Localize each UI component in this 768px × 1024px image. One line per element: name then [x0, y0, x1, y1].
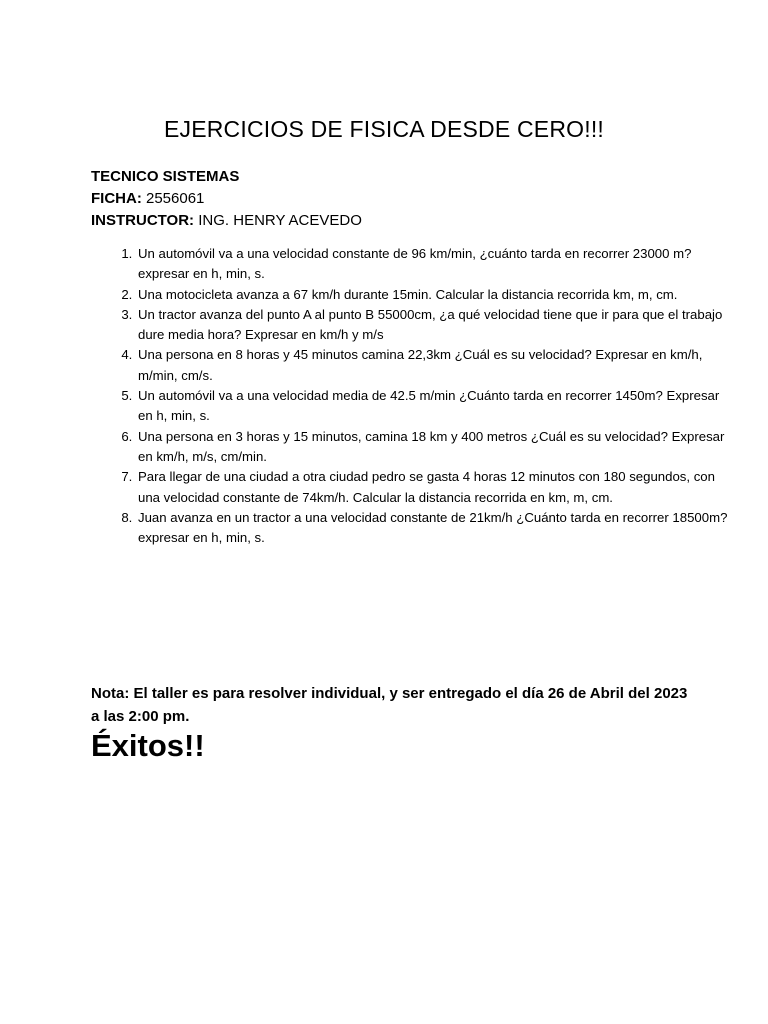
instructor-value: ING. HENRY ACEVEDO — [198, 212, 362, 229]
ficha-value: 2556061 — [146, 190, 205, 207]
exercise-item: 1. Un automóvil va a una velocidad constante de 96 km/min, ¿cuánto tarda en recorrer 23000 m? expresar en h, min, s. — [136, 244, 736, 285]
instructor-row — [91, 210, 362, 232]
document-title: EJERCICIOS DE FISICA DESDE CERO!!! — [163, 116, 605, 142]
submission-note: Nota: El taller es para resolver individual, y ser entregado el día 26 de Abril del 2023 a las 2:00 pm. — [91, 685, 688, 725]
ficha-row — [91, 188, 362, 210]
exercise-item: 3. Un tractor avanza del punto A al punto B 55000cm, ¿a qué velocidad tiene que ir para que el trabajo dure media hora? Expresar en km/h y m/s — [136, 305, 736, 346]
exercise-item: 6. Una persona en 3 horas y 15 minutos, camina 18 km y 400 metros ¿Cuál es su velocidad? Expresar en km/h, m/s, cm/min. — [136, 427, 736, 468]
exercise-item: 8. Juan avanza en un tractor a una velocidad constante de 21km/h ¿Cuánto tarda en recorrer 18500m? expresar en h, min, s. — [136, 508, 736, 549]
ficha-label: FICHA: — [91, 190, 142, 207]
instructor-label: INSTRUCTOR: — [91, 212, 195, 229]
program-name: TECNICO SISTEMAS — [91, 168, 240, 185]
exercise-item: 7. Para llegar de una ciudad a otra ciudad pedro se gasta 4 horas 12 minutos con 180 segundos, con una velocidad constante de 74km/h. Calcular la distancia recorrida en km, m, cm. — [136, 467, 736, 508]
exercise-item: 2. Una motocicleta avanza a 67 km/h durante 15min. Calcular la distancia recorrida km, m, cm. — [136, 285, 736, 305]
closing-text: Éxitos!! — [91, 728, 205, 763]
exercise-item: 5. Un automóvil va a una velocidad media de 42.5 m/min ¿Cuánto tarda en recorrer 1450m? Expresar en h, min, s. — [136, 386, 736, 427]
header-info — [91, 166, 362, 232]
exercise-item: 4. Una persona en 8 horas y 45 minutos camina 22,3km ¿Cuál es su velocidad? Expresar en km/h, m/min, cm/s. — [136, 345, 736, 386]
exercise-list — [91, 244, 736, 548]
